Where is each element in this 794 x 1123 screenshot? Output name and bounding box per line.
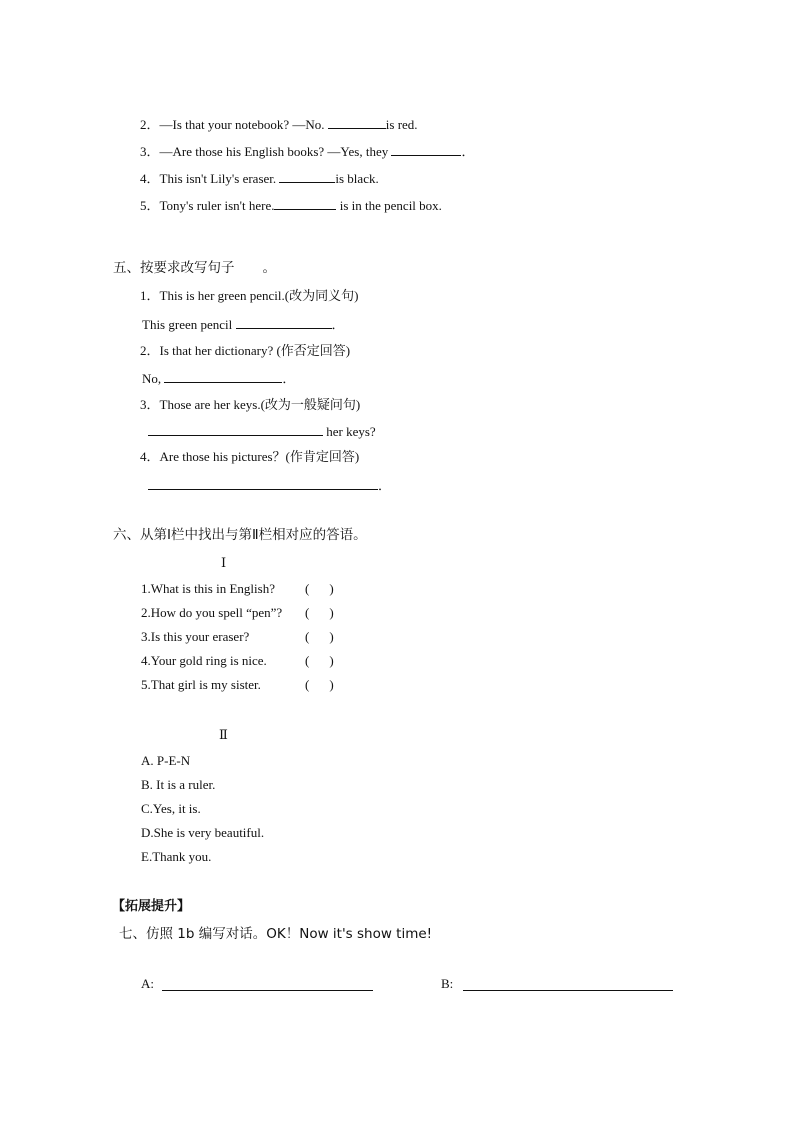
answer-blank[interactable] [236, 316, 332, 329]
part5-q1 [140, 288, 358, 304]
match-question-3 [141, 629, 249, 645]
answer-suffix: ． [282, 371, 296, 386]
answer-blank[interactable] [391, 143, 461, 156]
answer-prefix: No, [142, 371, 165, 386]
answer-blank[interactable] [148, 477, 378, 490]
item-number: 4． [140, 449, 160, 464]
question-text: Are those his pictures？(作肯定回答) [159, 449, 360, 464]
answer-paren-2[interactable] [305, 605, 334, 621]
item-number: 1． [140, 288, 160, 303]
paren-close: ) [329, 653, 334, 668]
column-2-label: Ⅱ [219, 727, 228, 742]
question-text: 5.That girl is my sister. [141, 677, 261, 692]
item-text-before: Tony's ruler isn't here. [159, 198, 275, 213]
part7-heading: 七、仿照 1b 编写对话。OK！Now it's show time! [119, 926, 433, 942]
match-answer-d: D.She is very beautiful. [141, 825, 265, 840]
match-question-5 [141, 677, 261, 693]
paren-close: ) [329, 629, 334, 644]
part4-item-5 [140, 197, 442, 214]
paren-close: ) [329, 581, 334, 596]
dialogue-a [141, 976, 154, 992]
item-text-after: is red. [385, 117, 418, 132]
dialogue-b [441, 976, 453, 992]
match-answer-c: C.Yes, it is. [141, 801, 201, 816]
part5-heading-end: 。 [262, 260, 276, 276]
answer-paren-3[interactable] [305, 629, 334, 645]
answer-suffix: her keys? [323, 424, 376, 439]
part5-q2 [140, 343, 350, 359]
match-question-2 [141, 605, 282, 621]
answer-blank[interactable] [274, 197, 336, 210]
match-question-4 [141, 653, 267, 669]
question-text: 3.Is this your eraser? [141, 629, 250, 644]
item-number: 3． [140, 397, 160, 412]
answer-paren-4[interactable] [305, 653, 334, 669]
answer-blank[interactable] [148, 423, 323, 436]
item-number: 2． [140, 343, 160, 358]
paren-open: ( [305, 629, 310, 644]
paren-open: ( [305, 605, 310, 620]
answer-blank[interactable] [164, 370, 282, 383]
match-answer-a: A. P-E-N [141, 753, 191, 768]
part4-item-3 [140, 143, 474, 160]
question-text: 1.What is this in English? [141, 581, 275, 596]
part5-q4 [140, 449, 359, 465]
part5-heading [113, 260, 276, 276]
column-1-label: Ⅰ [221, 555, 227, 570]
match-answer-e: E.Thank you. [141, 849, 212, 864]
match-answer-b: B. It is a ruler. [141, 777, 216, 792]
item-number: 2． [140, 117, 160, 132]
paren-open: ( [305, 653, 310, 668]
extension-title: 【拓展提升】 [112, 899, 191, 914]
answer-suffix: ． [378, 478, 392, 493]
answer-blank[interactable] [328, 116, 386, 129]
part5-heading-text: 五、按要求改写句子 [113, 260, 235, 276]
part6-heading [113, 527, 367, 543]
question-text: Those are her keys.(改为一般疑问句) [159, 397, 361, 412]
part4-item-4 [140, 170, 379, 187]
question-text: 2.How do you spell “pen”? [141, 605, 283, 620]
part5-q3 [140, 397, 360, 413]
item-text-after: is in the pencil box. [336, 198, 442, 213]
item-text-before: —Are those his English books? —Yes, they [159, 144, 392, 159]
dialogue-b-blank[interactable] [463, 978, 673, 991]
question-text: 4.Your gold ring is nice. [141, 653, 267, 668]
part5-q4-answer [148, 477, 391, 494]
part5-q1-answer [142, 316, 345, 333]
item-number: 5． [140, 198, 160, 213]
speaker-a-label: A: [141, 976, 154, 991]
item-number: 3． [140, 144, 160, 159]
part5-q3-answer [148, 423, 376, 440]
dialogue-a-blank[interactable] [162, 978, 373, 991]
paren-open: ( [305, 677, 310, 692]
answer-blank[interactable] [279, 170, 335, 183]
item-text-before: This isn't Lily's eraser. [159, 171, 280, 186]
paren-close: ) [329, 605, 334, 620]
item-text-after: is black. [335, 171, 379, 186]
part5-q2-answer [142, 370, 295, 387]
answer-paren-5[interactable] [305, 677, 334, 693]
question-text: This is her green pencil.(改为同义句) [159, 288, 359, 303]
speaker-b-label: B: [441, 976, 454, 991]
part4-item-2 [140, 116, 418, 133]
part6-heading-text: 六、从第Ⅰ栏中找出与第Ⅱ栏相对应的答语。 [113, 527, 367, 543]
answer-prefix: This green pencil [142, 317, 236, 332]
answer-paren-1[interactable] [305, 581, 334, 597]
item-text-after: ． [461, 144, 475, 159]
answer-suffix: ． [331, 317, 345, 332]
question-text: Is that her dictionary? (作否定回答) [159, 343, 351, 358]
paren-close: ) [329, 677, 334, 692]
item-number: 4． [140, 171, 160, 186]
paren-open: ( [305, 581, 310, 596]
match-question-1 [141, 581, 275, 597]
item-text-before: —Is that your notebook? —No. [159, 117, 328, 132]
